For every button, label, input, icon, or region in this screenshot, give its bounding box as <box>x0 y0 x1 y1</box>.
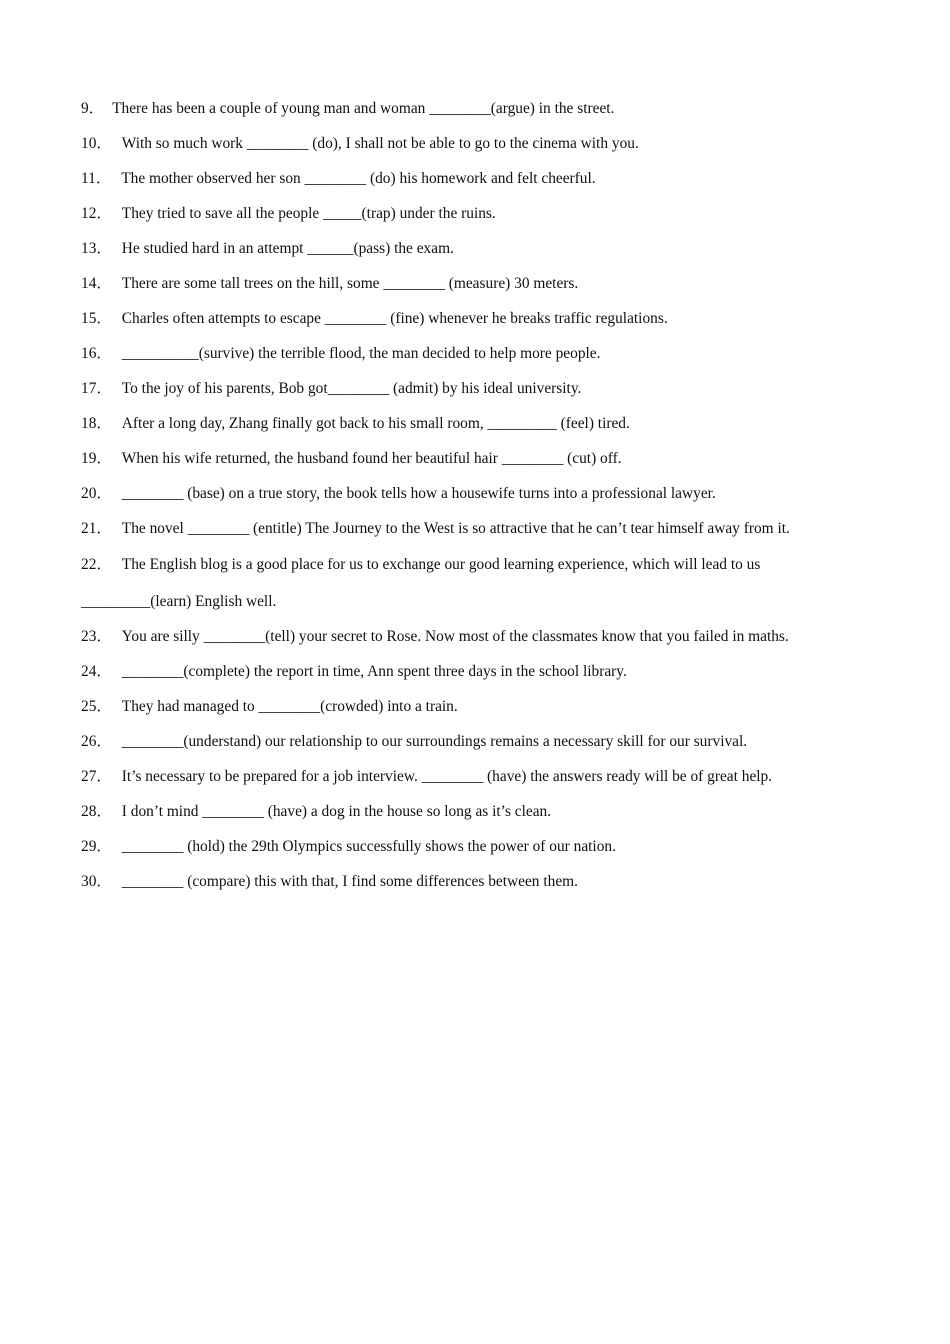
question-item <box>81 801 861 823</box>
question-number: 13． <box>81 240 112 257</box>
question-text: ________(understand) our relationship to our surroundings remains a necessary skill for our survival. <box>121 733 748 750</box>
question-text: After a long day, Zhang finally got back to his small room, _________ (feel) tired. <box>121 415 630 432</box>
question-number: 12． <box>81 205 112 222</box>
question-text: The English blog is a good place for us to exchange our good learning experience, which will lead to us _________(learn) English well. <box>81 556 761 610</box>
question-item <box>81 518 861 540</box>
question-number: 24． <box>81 663 112 680</box>
question-item <box>81 413 861 435</box>
question-text: ________ (hold) the 29th Olympics successfully shows the power of our nation. <box>121 838 616 855</box>
question-item <box>81 661 861 683</box>
question-text: To the joy of his parents, Bob got________ (admit) by his ideal university. <box>121 380 582 397</box>
question-item <box>81 448 861 470</box>
question-text: There are some tall trees on the hill, some ________ (measure) 30 meters. <box>121 275 579 292</box>
question-number: 11． <box>81 170 112 187</box>
question-number: 22． <box>81 556 112 573</box>
question-item <box>81 168 861 190</box>
question-text: __________(survive) the terrible flood, the man decided to help more people. <box>121 345 601 362</box>
question-item <box>81 378 861 400</box>
question-item <box>81 546 861 620</box>
question-item <box>81 696 861 718</box>
question-text: I don’t mind ________ (have) a dog in the house so long as it’s clean. <box>121 803 552 820</box>
question-text: When his wife returned, the husband found her beautiful hair ________ (cut) off. <box>121 450 622 467</box>
question-number: 21． <box>81 520 112 537</box>
question-text: The novel ________ (entitle) The Journey to the West is so attractive that he can’t tear himself away from it. <box>121 520 790 537</box>
question-text: ________ (compare) this with that, I find some differences between them. <box>121 873 578 890</box>
question-text: They tried to save all the people _____(trap) under the ruins. <box>121 205 496 222</box>
question-item <box>81 308 861 330</box>
question-text: ________ (base) on a true story, the book tells how a housewife turns into a professional lawyer. <box>121 485 716 502</box>
question-item <box>81 871 861 893</box>
question-number: 9． <box>81 100 105 117</box>
question-number: 29． <box>81 838 112 855</box>
question-item <box>81 273 861 295</box>
question-text: They had managed to ________(crowded) into a train. <box>121 698 458 715</box>
question-item <box>81 203 861 225</box>
question-text: It’s necessary to be prepared for a job interview. ________ (have) the answers ready will be of great help. <box>121 768 773 785</box>
question-number: 30． <box>81 873 112 890</box>
question-number: 25． <box>81 698 112 715</box>
question-number: 16． <box>81 345 112 362</box>
question-text: ________(complete) the report in time, Ann spent three days in the school library. <box>121 663 627 680</box>
question-item <box>81 766 861 788</box>
question-item <box>81 133 861 155</box>
question-number: 23． <box>81 628 112 645</box>
question-item <box>81 626 861 648</box>
question-number: 19． <box>81 450 112 467</box>
question-item <box>81 731 861 753</box>
question-text: With so much work ________ (do), I shall not be able to go to the cinema with you. <box>121 135 639 152</box>
question-number: 10． <box>81 135 112 152</box>
question-number: 14． <box>81 275 112 292</box>
question-item <box>81 343 861 365</box>
question-number: 27． <box>81 768 112 785</box>
question-number: 15． <box>81 310 112 327</box>
question-number: 20． <box>81 485 112 502</box>
question-text: He studied hard in an attempt ______(pass) the exam. <box>121 240 454 257</box>
question-text: You are silly ________(tell) your secret to Rose. Now most of the classmates know that you failed in maths. <box>121 628 789 645</box>
question-text: The mother observed her son ________ (do) his homework and felt cheerful. <box>121 170 596 187</box>
question-number: 17． <box>81 380 112 397</box>
question-item <box>81 483 861 505</box>
question-text: There has been a couple of young man and woman ________(argue) in the street. <box>112 100 615 117</box>
question-number: 28． <box>81 803 112 820</box>
question-list <box>81 98 861 906</box>
question-number: 26． <box>81 733 112 750</box>
question-number: 18． <box>81 415 112 432</box>
question-item <box>81 238 861 260</box>
question-item <box>81 98 861 120</box>
question-item <box>81 836 861 858</box>
question-text: Charles often attempts to escape ________ (fine) whenever he breaks traffic regulations. <box>121 310 668 327</box>
